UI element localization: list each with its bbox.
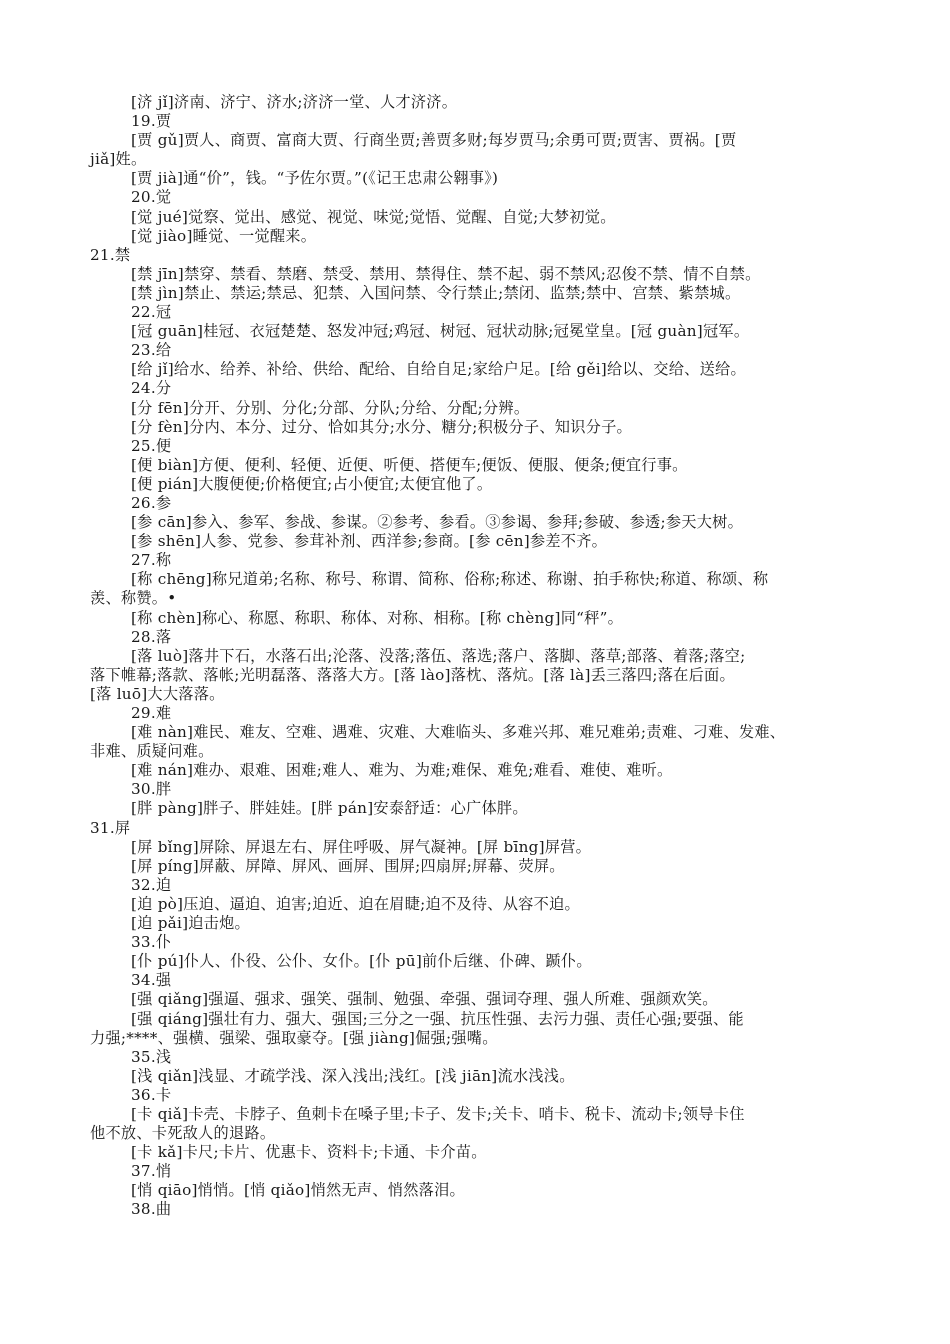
entry-line: [浅 qiǎn]浅显、才疏学浅、深入浅出;浅红。[浅 jiān]流水浅浅。	[131, 1066, 575, 1085]
entry-line: [便 biàn]方便、便利、轻便、近便、听便、搭便车;便饭、便服、便条;便宜行事。	[131, 455, 688, 474]
entry-line: [禁 jīn]禁穿、禁看、禁磨、禁受、禁用、禁得住、禁不起、弱不禁风;忍俊不禁、情不自禁。	[131, 264, 761, 283]
document-page	[90, 93, 862, 1220]
entry-heading: 26.参	[131, 493, 172, 512]
entry-line: [觉 jiào]睡觉、一觉醒来。	[131, 226, 317, 245]
entry-heading: 32.迫	[131, 875, 172, 894]
entry-line: [分 fēn]分开、分别、分化;分部、分队;分给、分配;分辨。	[131, 398, 530, 417]
entry-line-continuation: 落下帷幕;落款、落帐;光明磊落、落落大方。[落 lào]落枕、落炕。[落 là]丢三落四;落在后面。	[90, 665, 735, 684]
entry-heading: 34.强	[131, 971, 172, 990]
entry-heading: 36.卡	[131, 1085, 172, 1104]
entry-line: [强 qiǎng]强逼、强求、强笑、强制、勉强、牵强、强词夺理、强人所难、强颜欢笑。	[131, 990, 718, 1009]
entry-line: [卡 qiǎ]卡壳、卡脖子、鱼刺卡在嗓子里;卡子、发卡;关卡、哨卡、税卡、流动卡;领导卡住	[131, 1104, 745, 1123]
entry-heading: 35.浅	[131, 1047, 172, 1066]
entry-line: [给 jǐ]给水、给养、补给、供给、配给、自给自足;家给户足。[给 gěi]给以、交给、送给。	[131, 360, 746, 379]
entry-line: [贾 gǔ]贾人、商贾、富商大贾、行商坐贾;善贾多财;每岁贾马;余勇可贾;贾害、贾祸。[贾	[131, 131, 737, 150]
entry-line: [便 pián]大腹便便;价格便宜;占小便宜;太便宜他了。	[131, 474, 493, 493]
entry-heading: 19.贾	[131, 112, 172, 131]
entry-line: [屏 píng]屏蔽、屏障、屏风、画屏、围屏;四扇屏;屏幕、荧屏。	[131, 856, 565, 875]
entry-heading: 21.禁	[90, 245, 131, 264]
entry-line: [参 shēn]人参、党参、参茸补剂、西洋参;参商。[参 cēn]参差不齐。	[131, 532, 608, 551]
entry-line: [禁 jìn]禁止、禁运;禁忌、犯禁、入国问禁、令行禁止;禁闭、监禁;禁中、宫禁、紫禁城。	[131, 283, 741, 302]
entry-line: [悄 qiāo]悄悄。[悄 qiǎo]悄然无声、悄然落泪。	[131, 1181, 465, 1200]
entry-line-continuation: 羡、称赞。•	[90, 589, 177, 608]
entry-line: [冠 guān]桂冠、衣冠楚楚、怒发冲冠;鸡冠、树冠、冠状动脉;冠冕堂皇。[冠 guàn]冠军。	[131, 322, 750, 341]
entry-heading: 38.曲	[131, 1200, 172, 1219]
entry-line: [参 cān]参入、参军、参战、参谋。②参考、参看。③参谒、参拜;参破、参透;参天大树。	[131, 513, 744, 532]
entry-heading: 25.便	[131, 436, 172, 455]
entry-line-continuation: 非难、质疑问难。	[90, 742, 214, 761]
entry-line: [贾 jià]通“价”，钱。“予佐尔贾。”(《记王忠肃公翱事》)	[131, 169, 499, 188]
entry-line: [卡 kǎ]卡尺;卡片、优惠卡、资料卡;卡通、卡介苗。	[131, 1143, 487, 1162]
entry-heading: 29.难	[131, 704, 172, 722]
entry-line: [觉 jué]觉察、觉出、感觉、视觉、味觉;觉悟、觉醒、自觉;大梦初觉。	[131, 207, 616, 226]
entry-heading: 31.屏	[90, 818, 131, 837]
entry-line: [迫 pò]压迫、逼迫、迫害;迫近、迫在眉睫;迫不及待、从容不迫。	[131, 894, 580, 913]
entry-line: [分 fèn]分内、本分、过分、恰如其分;水分、糖分;积极分子、知识分子。	[131, 417, 632, 436]
entry-line: [胖 pàng]胖子、胖娃娃。[胖 pán]安泰舒适：心广体胖。	[131, 799, 528, 818]
entry-line-continuation: [落 luō]大大落落。	[90, 684, 225, 703]
entry-line: [迫 pǎi]迫击炮。	[131, 914, 250, 933]
entry-line-continuation: jiǎ]姓。	[90, 150, 147, 169]
entry-line: [称 chèn]称心、称愿、称职、称体、对称、相称。[称 chèng]同“秤”。	[131, 608, 624, 627]
entry-heading: 20.觉	[131, 188, 172, 207]
entry-heading: 30.胖	[131, 780, 172, 799]
entry-line: [难 nàn]难民、难友、空难、遇难、灾难、大难临头、多难兴邦、难兄难弟;责难、刁难、发难、	[131, 723, 786, 742]
entry-line: [难 nán]难办、艰难、困难;难人、难为、为难;难保、难免;难看、难使、难听。	[131, 761, 673, 780]
entry-heading: 27.称	[131, 551, 172, 570]
entry-heading: 33.仆	[131, 933, 172, 952]
entry-line: [屏 bǐng]屏除、屏退左右、屏住呼吸、屏气凝神。[屏 bīng]屏营。	[131, 837, 592, 856]
entry-heading: 37.悄	[131, 1162, 172, 1181]
entry-line-continuation: 力强;****、强横、强梁、强取豪夺。[强 jiàng]倔强;强嘴。	[90, 1028, 498, 1047]
entry-line: [落 luò]落井下石，水落石出;沦落、没落;落伍、落选;落户、落脚、落草;部落、着落;落空;	[131, 646, 746, 665]
entry-line: [济 jǐ]济南、济宁、济水;济济一堂、人才济济。	[131, 93, 458, 111]
entry-line: [强 qiáng]强壮有力、强大、强国;三分之一强、抗压性强、去污力强、责任心强;要强、能	[131, 1009, 744, 1028]
entry-heading: 23.给	[131, 341, 172, 360]
entry-line: [称 chēng]称兄道弟;名称、称号、称谓、简称、俗称;称述、称谢、拍手称快;称道、称颂、称	[131, 570, 769, 589]
entry-heading: 22.冠	[131, 303, 172, 322]
entry-heading: 24.分	[131, 379, 172, 398]
entry-line-continuation: 他不放、卡死敌人的退路。	[90, 1124, 276, 1143]
entry-heading: 28.落	[131, 627, 172, 646]
entry-line: [仆 pú]仆人、仆役、公仆、女仆。[仆 pū]前仆后继、仆碑、踬仆。	[131, 952, 592, 971]
